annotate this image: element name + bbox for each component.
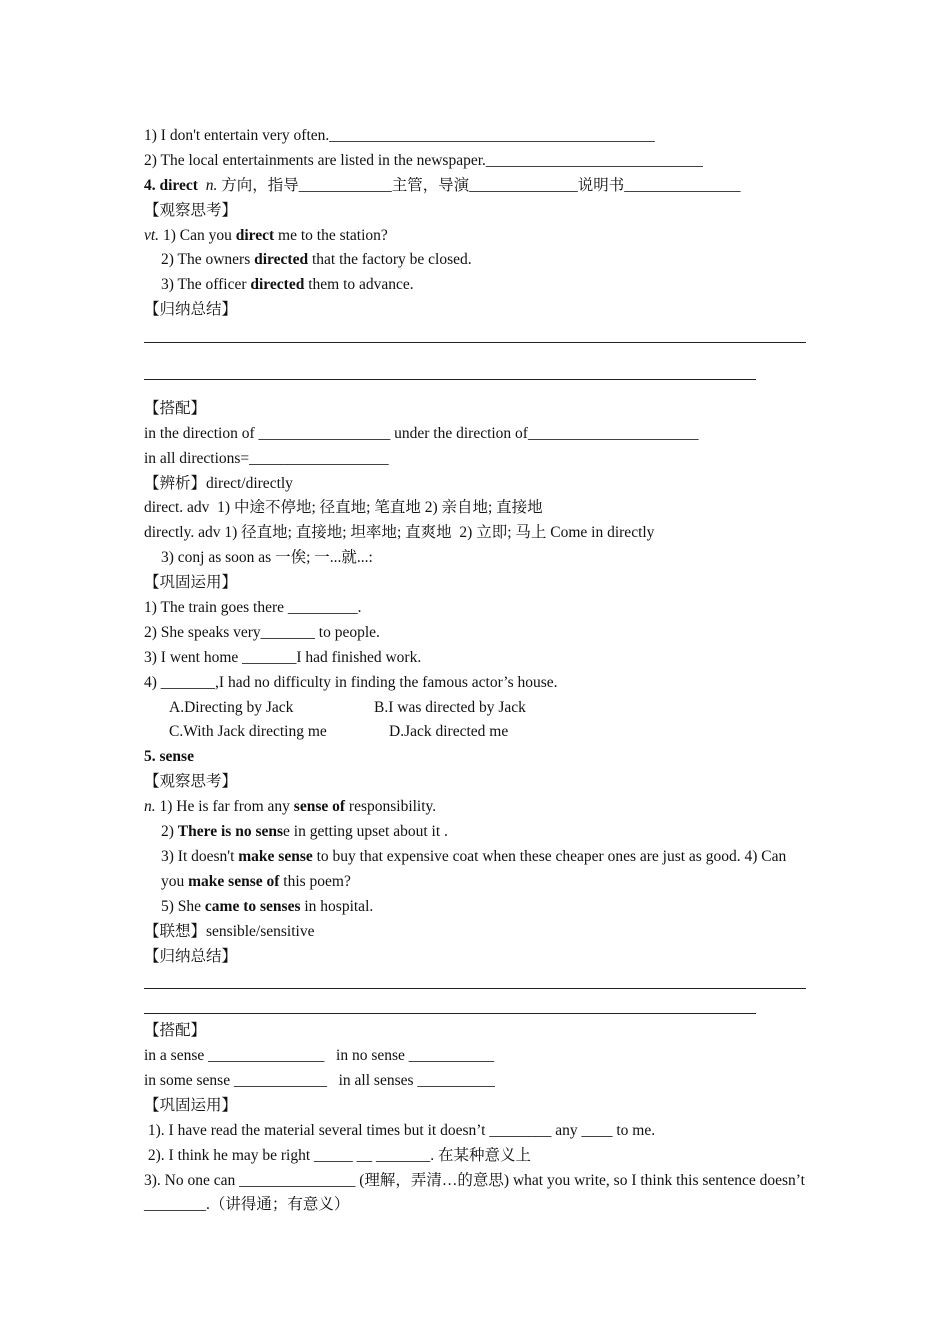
direct-practice-4: 4) _______,I had no difficulty in finding the famous actor’s house.: [144, 673, 558, 691]
direct-heading: [144, 174, 809, 199]
sense-example-2: 2) There is no sense in getting upset about it .: [161, 823, 448, 841]
direct-pos: n.: [205, 176, 218, 194]
sense-practice-3: 3). No one can _______________ (理解，弄清…的意思) what you write, so I think this sentence doesn’t ________.（讲得通；有意义）: [144, 1171, 805, 1214]
direct-example-2: 2) The owners directed that the factory be closed.: [161, 251, 472, 269]
option-b[interactable]: B.I was directed by Jack: [374, 698, 526, 716]
sense-association: 【联想】sensible/sensitive: [144, 922, 315, 940]
option-a[interactable]: A.Directing by Jack: [169, 698, 294, 716]
sense-collocation-label: 【搭配】: [144, 1022, 207, 1040]
sense-collocation-2: in some sense ____________ in all senses __________: [144, 1071, 495, 1089]
direct-analysis-1: direct. adv 1) 中途不停地; 径直地; 笔直地 2) 亲自地; 直接地: [144, 499, 543, 517]
sense-collocation-1: in a sense _______________ in no sense ___________: [144, 1047, 495, 1065]
direct-analysis-label: 【辨析】direct/directly: [144, 474, 293, 492]
direct-summary-line-1[interactable]: [144, 323, 809, 348]
direct-collocation-label: 【搭配】: [144, 399, 207, 417]
direct-summary-label: 【归纳总结】: [144, 301, 238, 319]
direct-options-cd: [144, 720, 809, 745]
sense-n: n.: [144, 798, 156, 816]
direct-practice-label: 【巩固运用】: [144, 574, 238, 592]
direct-example-1: vt. 1) Can you direct me to the station?: [144, 226, 388, 244]
entertain-example-1: 1) I don't entertain very often.__________________________________________: [144, 127, 655, 144]
direct-analysis-2: directly. adv 1) 径直地; 直接地; 坦率地; 直爽地 2) 立即; 马上 Come in directly: [144, 524, 655, 542]
direct-summary-line-2[interactable]: [144, 360, 809, 385]
direct-options-ab: [144, 696, 809, 721]
sense-practice-1: 1). I have read the material several times but it doesn’t ________ any ____ to me.: [144, 1121, 656, 1139]
sense-practice-2: 2). I think he may be right _____ __ _______. 在某种意义上: [144, 1146, 532, 1164]
direct-practice-3: 3) I went home _______I had finished work.: [144, 648, 422, 666]
sense-summary-line-2[interactable]: [144, 994, 809, 1019]
entertain-example-2: 2) The local entertainments are listed in the newspaper.____________________________: [144, 151, 703, 169]
direct-vt: vt.: [144, 226, 160, 244]
direct-example-3: 3) The officer directed them to advance.: [161, 276, 414, 294]
direct-practice-2: 2) She speaks very_______ to people.: [144, 623, 380, 641]
direct-practice-1: 1) The train goes there _________.: [144, 599, 362, 617]
sense-example-1: n. 1) He is far from any sense of responsibility.: [144, 798, 437, 816]
option-d[interactable]: D.Jack directed me: [389, 723, 509, 741]
sense-observe-label: 【观察思考】: [144, 773, 238, 791]
direct-collocation-2: in all directions=__________________: [144, 449, 389, 467]
direct-observe-label: 【观察思考】: [144, 201, 238, 219]
option-c[interactable]: C.With Jack directing me: [169, 723, 327, 741]
sense-title: 5. sense: [144, 748, 194, 766]
direct-analysis-3: 3) conj as soon as 一俟; 一...就...:: [161, 549, 373, 567]
direct-meanings: 方向，指导____________主管，导演______________说明书_______________: [217, 176, 741, 194]
sense-summary-line-1[interactable]: [144, 969, 809, 994]
direct-collocation-1: in the direction of _________________ under the direction of______________________: [144, 424, 699, 442]
sense-example-3-4: 3) It doesn't make sense to buy that expensive coat when these cheaper ones are just as good. 4) Can you make sense of this poem?: [161, 847, 787, 890]
sense-heading: [144, 745, 809, 770]
worksheet-page: [144, 124, 809, 1218]
sense-practice-label: 【巩固运用】: [144, 1096, 238, 1114]
direct-title: 4. direct: [144, 176, 198, 194]
sense-example-5: 5) She came to senses in hospital.: [161, 897, 374, 915]
sense-summary-label: 【归纳总结】: [144, 947, 238, 965]
